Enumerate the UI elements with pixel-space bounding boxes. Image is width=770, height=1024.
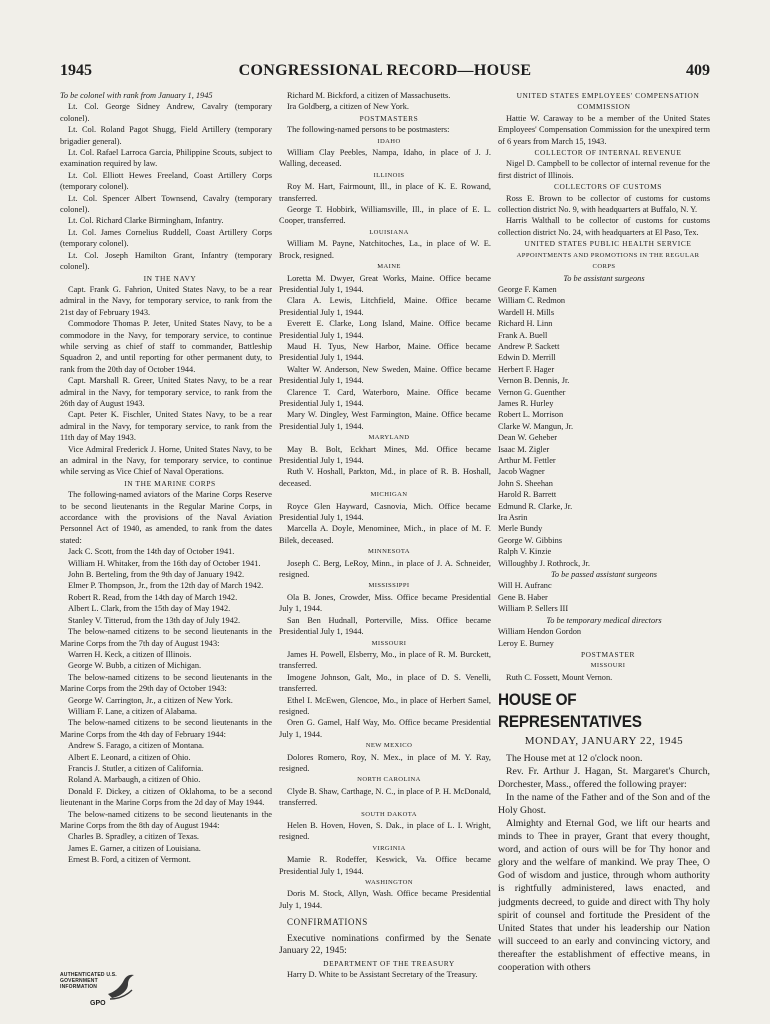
paragraph: Lt. Col. Joseph Hamilton Grant, Infantry (temporary colonel). <box>60 250 272 272</box>
name-list-item: Dean W. Geheber <box>498 433 558 443</box>
paragraph: James H. Powell, Elsberry, Mo., in place of R. M. Burckett, transferred. <box>279 649 491 671</box>
paragraph: Warren H. Keck, a citizen of Illinois. <box>68 649 192 659</box>
section-heading: IN THE NAVY <box>143 273 197 283</box>
paragraph: Clyde B. Shaw, Carthage, N. C., in place of P. H. McDonald, transferred. <box>279 786 491 808</box>
name-list-item: Jacob Wagner <box>498 467 545 477</box>
paragraph: Ernest B. Ford, a citizen of Vermont. <box>68 855 191 865</box>
paragraph: Imogene Johnson, Galt, Mo., in place of D. S. Venelli, transferred. <box>279 672 491 694</box>
name-list-item: Ralph V. Kinzie <box>498 547 552 557</box>
name-list-item: Clarke W. Mangun, Jr. <box>498 421 574 431</box>
paragraph: Albert E. Leonard, a citizen of Ohio. <box>68 752 191 762</box>
paragraph: Oren G. Gamel, Half Way, Mo. Office became Presidential July 1, 1944. <box>279 718 491 739</box>
paragraph: Lt. Col. Spencer Albert Townsend, Cavalry (temporary colonel). <box>60 193 272 215</box>
column-left <box>60 90 272 990</box>
paragraph: Executive nominations confirmed by the Senate January 22, 1945: <box>279 933 491 957</box>
paragraph: Lt. Col. Roland Pagot Shugg, Field Artillery (temporary brigadier general). <box>60 125 272 146</box>
paragraph: Royce Glen Hayward, Casnovia, Mich. Office became Presidential July 1, 1944. <box>279 501 491 523</box>
paragraph: Charles B. Spradley, a citizen of Texas. <box>68 832 200 842</box>
name-list-item: William C. Redmon <box>498 296 566 306</box>
paragraph: The following-named aviators of the Marine Corps Reserve to be second lieutenants in the Regular Marine Corps, in accordance with the provisions of the Naval Aviation Personnel Act of 1940, as amended, to rank from the dates stated: <box>60 490 272 545</box>
section-heading: COLLECTORS OF CUSTOMS <box>553 182 663 192</box>
house-paragraph: Almighty and Eternal God, we lift our hearts and minds to Thee in prayer, Grant that every thought, word, and action of ours will be for Thy honor and glory and the welfare of mankind. We pray Thee, O God of wisdom and justice, through whom authority is rightfully administered, laws enacted, and judgments decreed, to guide and direct with Thy holy spirit of counsel and fortitude the President of the United States that under his leadership our Nation will succeed to an early and convincing victory, and thereafter the establishment of effective means, in cooperation with others <box>498 818 710 974</box>
paragraph: Ross E. Brown to be collector of customs for customs collection district No. 9, with headquarters at Buffalo, N. Y. <box>498 193 710 215</box>
paragraph: Andrew S. Farago, a citizen of Montana. <box>68 741 205 751</box>
name-list-item: Isaac M. Zigler <box>498 444 550 454</box>
paragraph: Lt. Col. Elliott Hewes Freeland, Coast Artillery Corps (temporary colonel). <box>60 170 272 192</box>
house-paragraph: In the name of the Father and of the Son and of the Holy Ghost. <box>498 791 710 816</box>
name-list-item: Ira Asrin <box>498 513 528 523</box>
paragraph: The following-named persons to be postmasters: <box>287 125 450 135</box>
paragraph: Clarence T. Card, Waterboro, Maine. Office became Presidential July 1, 1944. <box>279 387 491 408</box>
subheading: To be temporary medical directors <box>546 615 662 625</box>
name-list-item: Merle Bundy <box>498 524 543 534</box>
section-heading: MICHIGAN <box>370 491 408 499</box>
paragraph: Donald F. Dickey, a citizen of Oklahoma, to be a second lieutenant in the Marine Corps from the 2d day of May 1944. <box>60 786 272 808</box>
section-heading: DEPARTMENT OF THE TREASURY <box>323 958 455 968</box>
paragraph: Albert L. Clark, from the 15th day of May 1942. <box>68 604 231 614</box>
paragraph: William F. Lane, a citizen of Alabama. <box>68 706 197 716</box>
house-paragraph: The House met at 12 o'clock noon. <box>506 752 643 764</box>
paragraph: San Ben Hudnall, Porterville, Miss. Office became Presidential July 1, 1944. <box>279 615 491 637</box>
name-list-item: Edmund R. Clarke, Jr. <box>498 501 573 511</box>
paragraph: Ruth C. Fossett, Mount Vernon. <box>506 672 613 682</box>
name-list-item: Robert L. Morrison <box>498 410 564 420</box>
section-heading: MARYLAND <box>368 434 410 442</box>
section-heading: POSTMASTER <box>580 649 636 659</box>
section-heading: UNITED STATES EMPLOYEES' COMPENSATION COMMISSION <box>516 91 700 112</box>
paragraph: Lt. Col. Rafael Larroca Garcia, Philippine Scouts, subject to examination required by law. <box>60 148 272 169</box>
paragraph: Joseph C. Berg, LeRoy, Minn., in place of J. A. Schneider, resigned. <box>279 558 491 580</box>
paragraph: The below-named citizens to be second lieutenants in the Marine Corps from the 4th day of February 1944: <box>60 718 272 739</box>
paragraph: Mary W. Dingley, West Farmington, Maine. Office became Presidential July 1, 1944. <box>279 410 491 431</box>
name-list-item: Vernon G. Guenther <box>498 387 566 397</box>
subheading: To be assistant surgeons <box>563 273 645 283</box>
paragraph: The below-named citizens to be second lieutenants in the Marine Corps from the 8th day of August 1944: <box>60 809 272 830</box>
section-heading: ILLINOIS <box>373 171 405 179</box>
paragraph: Robert R. Read, from the 14th day of March 1942. <box>68 592 238 602</box>
paragraph: George W. Bubb, a citizen of Michigan. <box>68 661 202 671</box>
name-list-item: James R. Hurley <box>498 398 554 408</box>
name-list-item: Leroy E. Burney <box>498 638 554 648</box>
header-page-number: 409 <box>686 62 710 79</box>
name-list-item: Willoughby J. Rothrock, Jr. <box>498 558 590 568</box>
paragraph: Francis J. Stutler, a citizen of California. <box>68 763 204 773</box>
section-heading: NORTH CAROLINA <box>357 776 421 784</box>
paragraph: William H. Whitaker, from the 16th day of October 1941. <box>68 558 261 568</box>
paragraph: Doris M. Stock, Allyn, Wash. Office became Presidential July 1, 1944. <box>279 889 491 910</box>
paragraph: Hattie W. Caraway to be a member of the United States Employees' Compensation Commission for the unexpired term of 6 years from March 15, 1943. <box>498 113 710 146</box>
logo-mark: GPO <box>90 1000 106 1007</box>
paragraph: Marcella A. Doyle, Menominee, Mich., in place of M. F. Bilek, deceased. <box>279 524 491 545</box>
paragraph: Everett E. Clarke, Long Island, Maine. Office became Presidential July 1, 1944. <box>279 319 491 340</box>
paragraph: Maud H. Tyus, New Harbor, Maine. Office became Presidential July 1, 1944. <box>279 341 491 363</box>
paragraph: Capt. Frank G. Fahrion, United States Navy, to be a rear admiral in the Navy, for temporary service, to rank from the 21st day of February 1943. <box>60 284 272 317</box>
name-list-item: Gene B. Haber <box>498 592 548 602</box>
name-list-item: Will H. Aufranc <box>498 581 552 591</box>
section-heading: UNITED STATES PUBLIC HEALTH SERVICE <box>524 239 692 249</box>
subheading: To be passed assistant surgeons <box>550 570 657 580</box>
column-right <box>498 90 710 990</box>
paragraph: Vice Admiral Frederick J. Horne, United States Navy, to be an admiral in the Navy, for temporary service, to continue while serving as Vice Chief of Naval Operations. <box>60 444 272 477</box>
section-heading: SOUTH DAKOTA <box>361 810 417 818</box>
paragraph: William M. Payne, Natchitoches, La., in place of W. E. Brock, resigned. <box>279 239 491 260</box>
paragraph: Clara A. Lewis, Litchfield, Maine. Office became Presidential July 1, 1944. <box>279 296 491 317</box>
column-middle <box>279 90 491 990</box>
paragraph: Roland A. Marbaugh, a citizen of Ohio. <box>68 775 201 785</box>
paragraph: Ola B. Jones, Crowder, Miss. Office became Presidential July 1, 1944. <box>279 592 491 614</box>
header-year: 1945 <box>60 62 92 79</box>
paragraph: Walter W. Anderson, New Sweden, Maine. Office became Presidential July 1, 1944. <box>279 364 491 386</box>
paragraph: William Clay Peebles, Nampa, Idaho, in place of J. J. Walling, deceased. <box>279 148 491 169</box>
paragraph: Jack C. Scott, from the 14th day of October 1941. <box>68 547 235 557</box>
paragraph: Harris Walthall to be collector of customs for customs collection district No. 24, with headquarters at El Paso, Tex. <box>498 216 710 237</box>
paragraph: John B. Berteling, from the 9th day of January 1942. <box>68 570 245 580</box>
name-list-item: William P. Sellers III <box>498 604 569 614</box>
paragraph: The below-named citizens to be second lieutenants in the Marine Corps from the 29th day of October 1943: <box>60 672 272 694</box>
paragraph: Loretta M. Dwyer, Great Works, Maine. Office became Presidential July 1, 1944. <box>279 273 491 294</box>
name-list-item: Edwin D. Merrill <box>498 353 556 363</box>
section-heading: IN THE MARINE CORPS <box>124 478 216 488</box>
name-list-item: William Hendon Gordon <box>498 627 582 637</box>
paragraph: Harry D. White to be Assistant Secretary of the Treasury. <box>287 970 478 980</box>
paragraph: George T. Hobbirk, Williamsville, Ill., in place of E. L. Cooper, transferred. <box>279 205 491 226</box>
name-list-item: Andrew P. Sackett <box>498 341 560 351</box>
paragraph: Capt. Marshall R. Greer, United States Navy, to be a rear admiral in the Navy, for temporary service, to rank from the 26th day of August 1943. <box>60 376 272 408</box>
paragraph: May B. Bolt, Eckhart Mines, Md. Office became Presidential July 1, 1944. <box>279 444 491 465</box>
eagle-icon <box>106 972 138 1002</box>
paragraph: Ira Goldberg, a citizen of New York. <box>287 102 409 112</box>
section-heading: LOUISIANA <box>369 228 409 236</box>
paragraph: Commodore Thomas P. Jeter, United States Navy, to be a commodore in the Navy, for temporary service, to continue while serving as chief of staff to commander, Battleship Squadron 2, and until reporting for other permanent duty, to rank from the 20th day of October 1944. <box>60 319 272 374</box>
paragraph: Capt. Peter K. Fischler, United States Navy, to be a rear admiral in the Navy, for temporary service, to rank from the 11th day of May 1943. <box>60 410 272 443</box>
paragraph: Lt. Col. Richard Clarke Birmingham, Infantry. <box>68 216 224 226</box>
name-list-item: Wardell H. Mills <box>498 307 555 317</box>
paragraph: Lt. Col. James Cornelius Ruddell, Coast Artillery Corps (temporary colonel). <box>60 227 272 249</box>
paragraph: Dolores Romero, Roy, N. Mex., in place of M. Y. Ray, resigned. <box>279 752 491 773</box>
paragraph: Ruth V. Hoshall, Parkton, Md., in place of R. B. Hoshall, deceased. <box>279 467 491 488</box>
gpo-authentication-logo <box>60 970 150 1016</box>
name-list-item: George F. Kamen <box>498 284 557 294</box>
page-header <box>60 62 710 84</box>
house-paragraph: Rev. Fr. Arthur J. Hagan, St. Margaret's Church, Dorchester, Mass., offered the following prayer: <box>498 765 710 790</box>
section-heading: MINNESOTA <box>368 548 410 556</box>
paragraph: Roy M. Hart, Fairmount, Ill., in place of K. E. Rowand, transferred. <box>279 182 491 203</box>
section-heading: CONFIRMATIONS <box>287 917 368 928</box>
section-heading: WASHINGTON <box>365 879 413 887</box>
paragraph: George W. Carrington, Jr., a citizen of New York. <box>68 695 233 705</box>
paragraph: Mamie R. Rodeffer, Keswick, Va. Office became Presidential July 1, 1944. <box>279 855 491 876</box>
session-date: MONDAY, JANUARY 22, 1945 <box>524 735 684 748</box>
house-heading: HOUSE OF REPRESENTATIVES <box>498 690 642 732</box>
header-title: CONGRESSIONAL RECORD—HOUSE <box>238 62 532 79</box>
paragraph: Lt. Col. George Sidney Andrew, Cavalry (temporary colonel). <box>60 102 272 123</box>
paragraph: Stanley V. Titterud, from the 13th day of July 1942. <box>68 615 241 625</box>
section-heading: COLLECTOR OF INTERNAL REVENUE <box>534 148 682 158</box>
name-list-item: Vernon B. Dennis, Jr. <box>498 376 570 386</box>
paragraph: Richard M. Bickford, a citizen of Massachusetts. <box>287 91 451 100</box>
name-list-item: Herbert F. Hager <box>498 364 555 374</box>
section-heading: APPOINTMENTS AND PROMOTIONS IN THE REGULAR CORPS <box>516 251 700 271</box>
section-heading: MAINE <box>377 263 401 271</box>
logo-text: AUTHENTICATED U.S. GOVERNMENT INFORMATION <box>60 972 117 990</box>
paragraph: Helen B. Hoven, Hoven, S. Dak., in place of L. I. Wright, resigned. <box>279 821 491 842</box>
name-list-item: Harold R. Barrett <box>498 490 557 500</box>
section-heading: MISSISSIPPI <box>368 582 410 590</box>
paragraph: Nigel D. Campbell to be collector of internal revenue for the first district of Illinois. <box>498 159 710 180</box>
name-list-item: John S. Sheehan <box>498 478 553 488</box>
paragraph: The below-named citizens to be second lieutenants in the Marine Corps from the 7th day of August 1943: <box>60 627 272 648</box>
name-list-item: Frank A. Buell <box>498 330 548 340</box>
subheading: To be colonel with rank from January 1, 1945 <box>60 91 213 100</box>
section-heading: IDAHO <box>377 137 401 145</box>
name-list-item: Richard H. Linn <box>498 319 553 329</box>
section-heading: POSTMASTERS <box>359 113 419 123</box>
section-heading: MISSOURI <box>371 639 407 647</box>
paragraph: James E. Garner, a citizen of Louisiana. <box>68 843 201 853</box>
section-heading: VIRGINIA <box>372 844 406 852</box>
paragraph: Ethel I. McEwen, Glencoe, Mo., in place of Herbert Samel, resigned. <box>279 695 491 716</box>
name-list-item: George W. Gibbins <box>498 535 563 545</box>
name-list-item: Arthur M. Fettler <box>498 456 556 465</box>
section-heading: MISSOURI <box>590 662 626 670</box>
paragraph: Elmer P. Thompson, Jr., from the 12th day of March 1942. <box>68 581 264 591</box>
section-heading: NEW MEXICO <box>365 742 413 750</box>
